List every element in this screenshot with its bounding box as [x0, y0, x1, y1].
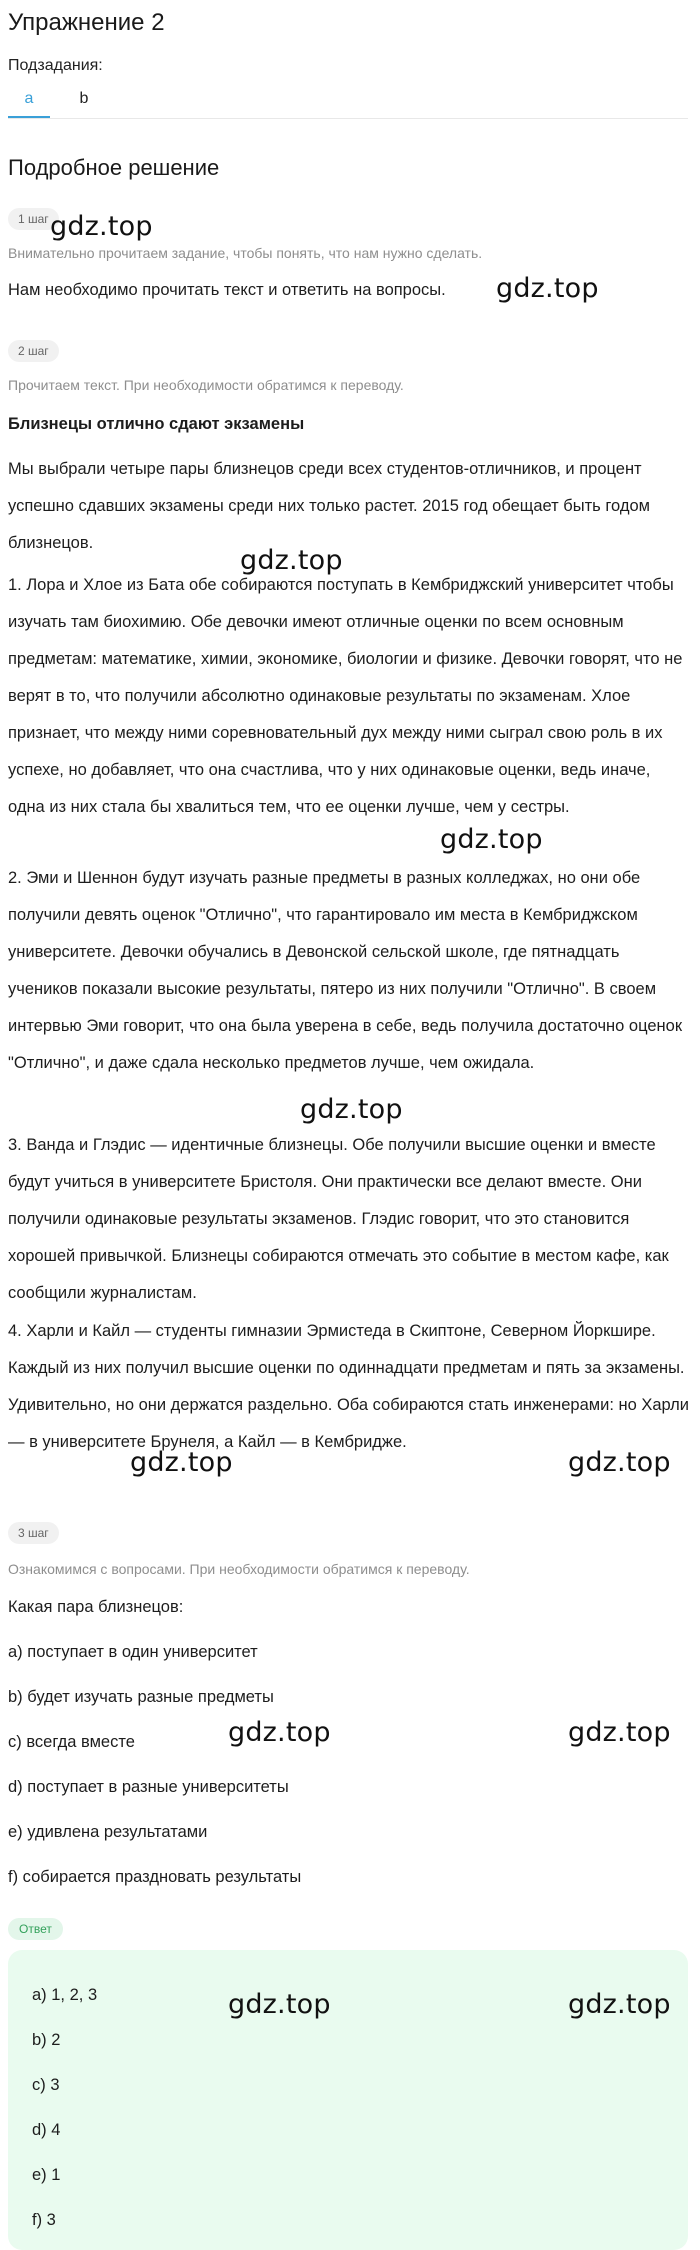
answer-item: b) 2	[32, 2031, 61, 2049]
step-text-1: Нам необходимо прочитать текст и ответить на вопросы.	[8, 281, 446, 299]
watermark: gdz.top	[568, 1717, 671, 1748]
step-note-1: Внимательно прочитаем задание, чтобы понять, что нам нужно сделать.	[8, 245, 483, 261]
step-badge-3: 3 шаг	[8, 1522, 59, 1544]
subtask-tabs	[8, 86, 688, 119]
paragraph-twins-4: 4. Харли и Кайл — студенты гимназии Эрмистеда в Скиптоне, Северном Йоркшире. Каждый из них получил высшие оценки по одиннадцати предметам и пять за экзамены. Удивительно, но они держатся раздельно. Оба собираются стать инженерами: но Харли — в университете Брунеля, а Кайл — в Кембридже.	[8, 1322, 689, 1451]
watermark: gdz.top	[130, 1447, 233, 1478]
paragraph-twins-1: 1. Лора и Хлое из Бата обе собираются поступать в Кембриджский университет чтобы изучать там биохимию. Обе девочки имеют отличные оценки по всем основным предметам: математике, химии, экономике, биологии и физике. Девочки говорят, что не верят в то, что получили абсолютно одинаковые результаты по экзаменам. Хлое признает, что между ними соревновательный дух между ними сыграл свою роль в их успехе, но добавляет, что она счастлива, что у них одинаковые оценки, ведь иначе, одна из них стала бы хвалиться тем, что ее оценки лучше, чем у сестры.	[8, 576, 683, 816]
watermark: gdz.top	[300, 1094, 403, 1125]
watermark: gdz.top	[440, 824, 543, 855]
step-badge-1: 1 шаг	[8, 208, 59, 230]
tab-b[interactable]: b	[79, 90, 89, 107]
page-title: Упражнение 2	[8, 9, 165, 36]
watermark: gdz.top	[228, 1717, 331, 1748]
question-item: a) поступает в один университет	[8, 1643, 258, 1661]
paragraph-intro: Мы выбрали четыре пары близнецов среди всех студентов-отличников, и процент успешно сдавших экзамены среди них только растет. 2015 год обещает быть годом близнецов.	[8, 460, 650, 552]
question-item: b) будет изучать разные предметы	[8, 1688, 274, 1706]
watermark: gdz.top	[240, 545, 343, 576]
solution-title: Подробное решение	[8, 155, 220, 180]
answer-item: c) 3	[32, 2076, 60, 2094]
question-item: d) поступает в разные университеты	[8, 1778, 289, 1796]
watermark: gdz.top	[568, 1989, 671, 2020]
tab-a[interactable]: a	[8, 90, 50, 118]
step-note-2: Прочитаем текст. При необходимости обратимся к переводу.	[8, 377, 404, 393]
watermark: gdz.top	[50, 211, 153, 242]
answer-item: f) 3	[32, 2211, 56, 2229]
question-item: f) собирается праздновать результаты	[8, 1868, 302, 1886]
subtasks-label: Подзадания:	[8, 57, 103, 74]
step-note-3: Ознакомимся с вопросами. При необходимости обратимся к переводу.	[8, 1561, 470, 1577]
answer-item: a) 1, 2, 3	[32, 1986, 98, 2004]
answer-badge: Ответ	[8, 1918, 63, 1940]
step-badge-2: 2 шаг	[8, 340, 59, 362]
watermark: gdz.top	[496, 273, 599, 304]
question-item: c) всегда вместе	[8, 1733, 135, 1751]
answer-item: d) 4	[32, 2121, 61, 2139]
question-item: e) удивлена результатами	[8, 1823, 208, 1841]
answer-item: e) 1	[32, 2166, 61, 2184]
watermark: gdz.top	[568, 1447, 671, 1478]
text-heading: Близнецы отлично сдают экзамены	[8, 415, 305, 433]
paragraph-twins-2: 2. Эми и Шеннон будут изучать разные предметы в разных колледжах, но они обе получили девять оценок "Отлично", что гарантировало им места в Кембриджском университете. Девочки обучались в Девонской сельской школе, где пятнадцать учеников показали высокие результаты, пятеро из них получили "Отлично". В своем интервью Эми говорит, что она была уверена в себе, ведь получила достаточно оценок "Отлично", и даже сдала несколько предметов лучше, чем ожидала.	[8, 869, 683, 1072]
paragraph-twins-3: 3. Ванда и Глэдис — идентичные близнецы. Обе получили высшие оценки и вместе будут учиться в университете Бристоля. Они практически все делают вместе. Они получили одинаковые результаты экзаменов. Глэдис говорит, что это становится хорошей привычкой. Близнецы собираются отмечать это событие в местом кафе, как сообщили журналистам.	[8, 1136, 669, 1302]
question-intro: Какая пара близнецов:	[8, 1598, 184, 1616]
watermark: gdz.top	[228, 1989, 331, 2020]
